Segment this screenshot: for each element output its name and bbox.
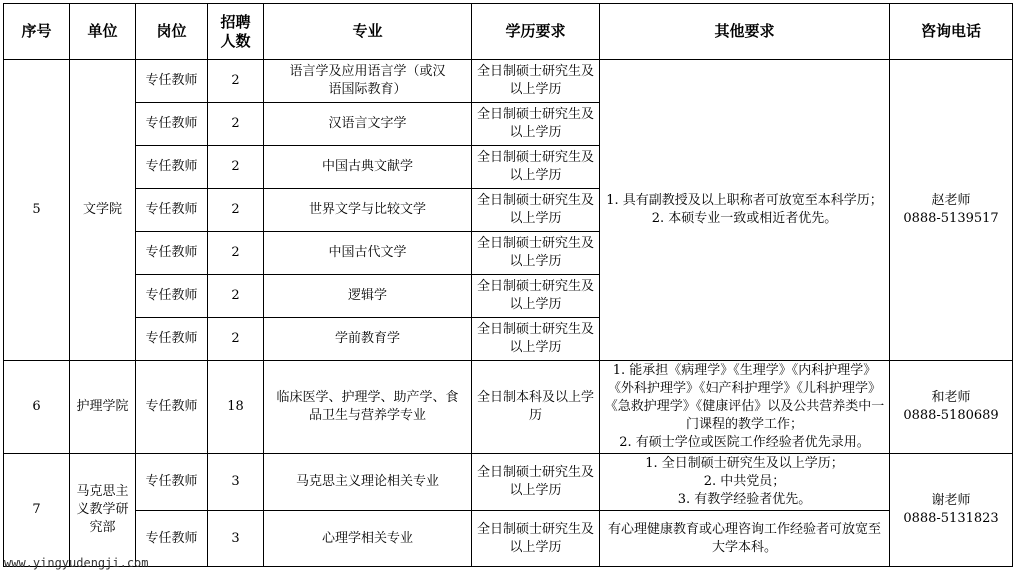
- other-line: 1. 全日制硕士研究生及以上学历；: [645, 456, 844, 471]
- table-row: [4, 454, 1013, 511]
- other-line: 1. 能承担《病理学》《生理学》《内科护理学》《外科护理学》《妇产科护理学》《儿科护理学》《急救护理学》《健康评估》以及公共营养类中一门课程的教学工作；: [604, 363, 885, 432]
- edu-cell: 全日制硕士研究生及以上学历: [472, 60, 600, 103]
- contact-phone: 0888-5180689: [903, 408, 999, 423]
- contact-name: 谢老师: [931, 493, 971, 508]
- other-line: 2. 本硕专业一致或相近者优先。: [651, 211, 838, 226]
- major-cell: 世界文学与比较文学: [264, 189, 472, 232]
- major-cell: 中国古典文献学: [264, 146, 472, 189]
- count-cell: 2: [208, 60, 264, 103]
- post-cell: 专任教师: [136, 361, 208, 454]
- major-cell: 逻辑学: [264, 275, 472, 318]
- contact-phone: 0888-5131823: [903, 511, 999, 526]
- edu-cell: 全日制硕士研究生及以上学历: [472, 103, 600, 146]
- post-cell: 专任教师: [136, 146, 208, 189]
- count-cell: 2: [208, 232, 264, 275]
- edu-cell: 全日制硕士研究生及以上学历: [472, 318, 600, 361]
- table-row: [4, 60, 1013, 103]
- contact-cell: [890, 361, 1013, 454]
- count-cell: 2: [208, 189, 264, 232]
- count-cell: 3: [208, 511, 264, 567]
- edu-cell: 全日制硕士研究生及以上学历: [472, 232, 600, 275]
- header-post: 岗位: [136, 4, 208, 60]
- count-cell: 3: [208, 454, 264, 511]
- contact-phone: 0888-5139517: [903, 211, 999, 226]
- recruitment-table: [3, 3, 1013, 567]
- edu-cell: 全日制硕士研究生及以上学历: [472, 275, 600, 318]
- table-row: [4, 361, 1013, 454]
- post-cell: 专任教师: [136, 454, 208, 511]
- header-count-line2: 人数: [220, 31, 251, 50]
- header-row: [4, 4, 1013, 60]
- unit-cell: 护理学院: [70, 361, 136, 454]
- post-cell: 专任教师: [136, 275, 208, 318]
- table-row: [4, 511, 1013, 567]
- header-other: 其他要求: [600, 4, 890, 60]
- header-phone: 咨询电话: [890, 4, 1013, 60]
- header-unit: 单位: [70, 4, 136, 60]
- other-cell: [600, 361, 890, 454]
- other-line: 2. 中共党员；: [703, 474, 786, 489]
- seq-cell: 5: [4, 60, 70, 361]
- other-cell: [600, 454, 890, 511]
- major-cell: 临床医学、护理学、助产学、食品卫生与营养学专业: [264, 361, 472, 454]
- post-cell: 专任教师: [136, 511, 208, 567]
- seq-cell: 7: [4, 454, 70, 567]
- other-cell: [600, 60, 890, 361]
- header-count: [208, 4, 264, 60]
- edu-cell: 全日制本科及以上学历: [472, 361, 600, 454]
- post-cell: 专任教师: [136, 189, 208, 232]
- edu-cell: 全日制硕士研究生及以上学历: [472, 146, 600, 189]
- count-cell: 2: [208, 103, 264, 146]
- other-line: 1. 具有副教授及以上职称者可放宽至本科学历；: [606, 193, 883, 208]
- count-cell: 2: [208, 275, 264, 318]
- header-edu: 学历要求: [472, 4, 600, 60]
- post-cell: 专任教师: [136, 60, 208, 103]
- unit-cell: 马克思主义教学研究部: [70, 454, 136, 567]
- major-cell: 学前教育学: [264, 318, 472, 361]
- contact-cell: [890, 60, 1013, 361]
- contact-name: 赵老师: [931, 193, 971, 208]
- other-line: 3. 有教学经验者优先。: [677, 492, 812, 507]
- other-cell: [600, 511, 890, 567]
- post-cell: 专任教师: [136, 232, 208, 275]
- edu-cell: 全日制硕士研究生及以上学历: [472, 189, 600, 232]
- major-cell: 语言学及应用语言学（或汉语国际教育）: [264, 60, 472, 103]
- post-cell: 专任教师: [136, 103, 208, 146]
- header-count-line1: 招聘: [220, 12, 251, 31]
- count-cell: 2: [208, 318, 264, 361]
- header-seq: 序号: [4, 4, 70, 60]
- major-cell: 马克思主义理论相关专业: [264, 454, 472, 511]
- contact-cell: [890, 454, 1013, 567]
- other-line: 2. 有硕士学位或医院工作经验者优先录用。: [619, 435, 870, 450]
- header-major: 专业: [264, 4, 472, 60]
- major-cell: 汉语言文字学: [264, 103, 472, 146]
- watermark: www.yingyudengji.com: [4, 556, 149, 570]
- unit-cell: 文学院: [70, 60, 136, 361]
- major-cell: 心理学相关专业: [264, 511, 472, 567]
- post-cell: 专任教师: [136, 318, 208, 361]
- major-cell: 中国古代文学: [264, 232, 472, 275]
- count-cell: 18: [208, 361, 264, 454]
- seq-cell: 6: [4, 361, 70, 454]
- contact-name: 和老师: [931, 390, 971, 405]
- edu-cell: 全日制硕士研究生及以上学历: [472, 511, 600, 567]
- edu-cell: 全日制硕士研究生及以上学历: [472, 454, 600, 511]
- other-line: 有心理健康教育或心理咨询工作经验者可放宽至大学本科。: [607, 521, 881, 555]
- count-cell: 2: [208, 146, 264, 189]
